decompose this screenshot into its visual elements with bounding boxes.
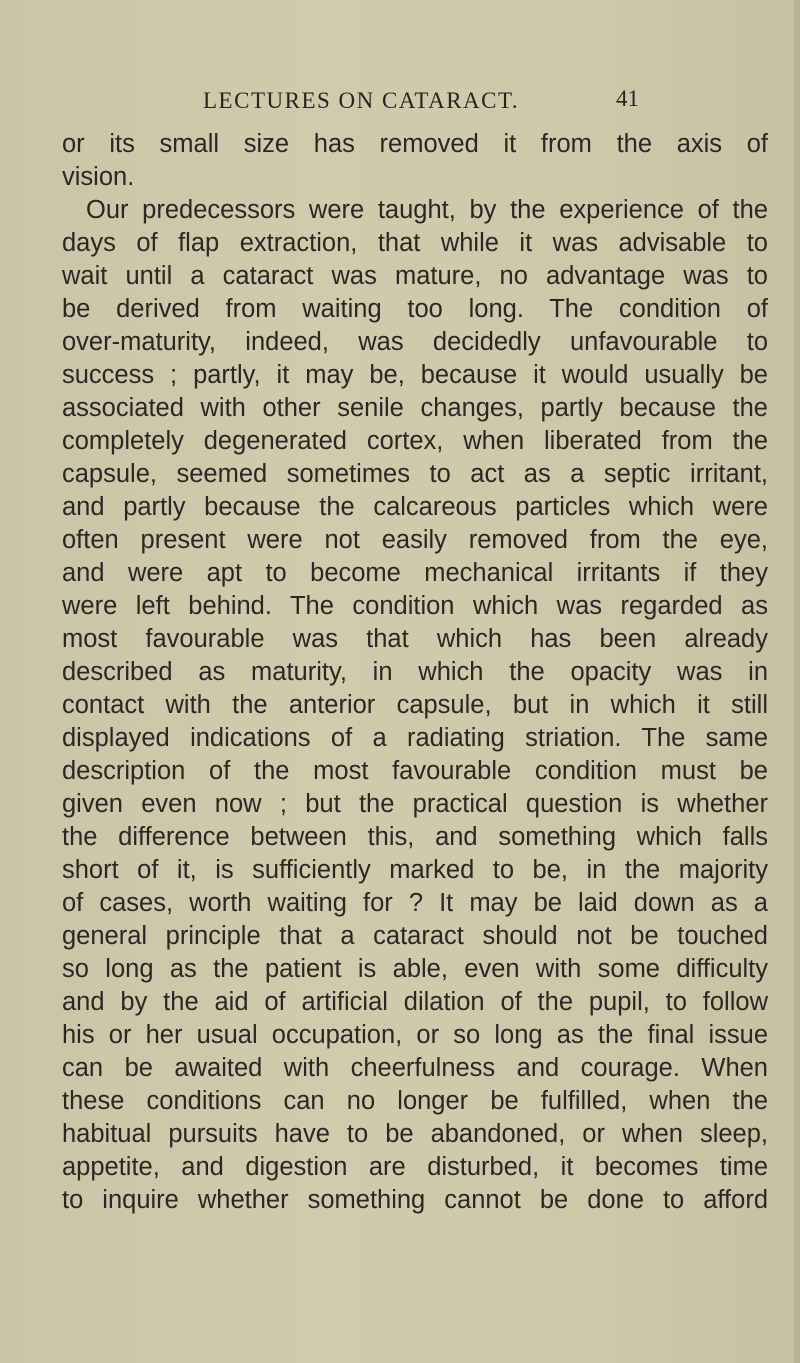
page-header [0, 88, 800, 128]
text-line: wait until a cataract was mature, no advantage was to [62, 262, 768, 290]
text-line: often present were not easily removed from the eye, [62, 526, 768, 554]
text-line: displayed indications of a radiating striation. The same [62, 724, 768, 752]
text-line: most favourable was that which has been already [62, 625, 768, 653]
body-text [62, 128, 768, 1217]
text-line: described as maturity, in which the opacity was in [62, 658, 768, 686]
text-line: Our predecessors were taught, by the experience of the [86, 196, 768, 224]
text-line: to inquire whether something cannot be done to afford [62, 1186, 768, 1214]
running-head: LECTURES ON CATARACT. [203, 88, 520, 113]
text-line: days of flap extraction, that while it was advisable to [62, 229, 768, 257]
page-number: 41 [616, 86, 639, 111]
text-line: habitual pursuits have to be abandoned, or when sleep, [62, 1120, 768, 1148]
page-edge [794, 0, 800, 1363]
text-line: so long as the patient is able, even with some difficulty [62, 955, 768, 983]
text-line: can be awaited with cheerfulness and courage. When [62, 1054, 768, 1082]
text-line: the difference between this, and something which falls [62, 823, 768, 851]
text-line: general principle that a cataract should not be touched [62, 922, 768, 950]
text-line: and partly because the calcareous particles which were [62, 493, 768, 521]
text-line: success ; partly, it may be, because it would usually be [62, 361, 768, 389]
text-line: completely degenerated cortex, when liberated from the [62, 427, 768, 455]
text-line: his or her usual occupation, or so long as the final issue [62, 1021, 768, 1049]
text-line: capsule, seemed sometimes to act as a septic irritant, [62, 460, 768, 488]
text-line: given even now ; but the practical question is whether [62, 790, 768, 818]
text-line: associated with other senile changes, partly because the [62, 394, 768, 422]
text-line: contact with the anterior capsule, but in which it still [62, 691, 768, 719]
text-line: description of the most favourable condition must be [62, 757, 768, 785]
text-line: vision. [62, 163, 135, 191]
text-line: be derived from waiting too long. The condition of [62, 295, 768, 323]
text-line: were left behind. The condition which was regarded as [62, 592, 768, 620]
text-line: and were apt to become mechanical irritants if they [62, 559, 768, 587]
text-line: and by the aid of artificial dilation of the pupil, to follow [62, 988, 768, 1016]
text-line: these conditions can no longer be fulfilled, when the [62, 1087, 768, 1115]
text-line: or its small size has removed it from the axis of [62, 130, 768, 158]
text-line: of cases, worth waiting for ? It may be laid down as a [62, 889, 768, 917]
text-line: appetite, and digestion are disturbed, it becomes time [62, 1153, 768, 1181]
text-line: short of it, is sufficiently marked to be, in the majority [62, 856, 768, 884]
text-line: over-maturity, indeed, was decidedly unfavourable to [62, 328, 768, 356]
